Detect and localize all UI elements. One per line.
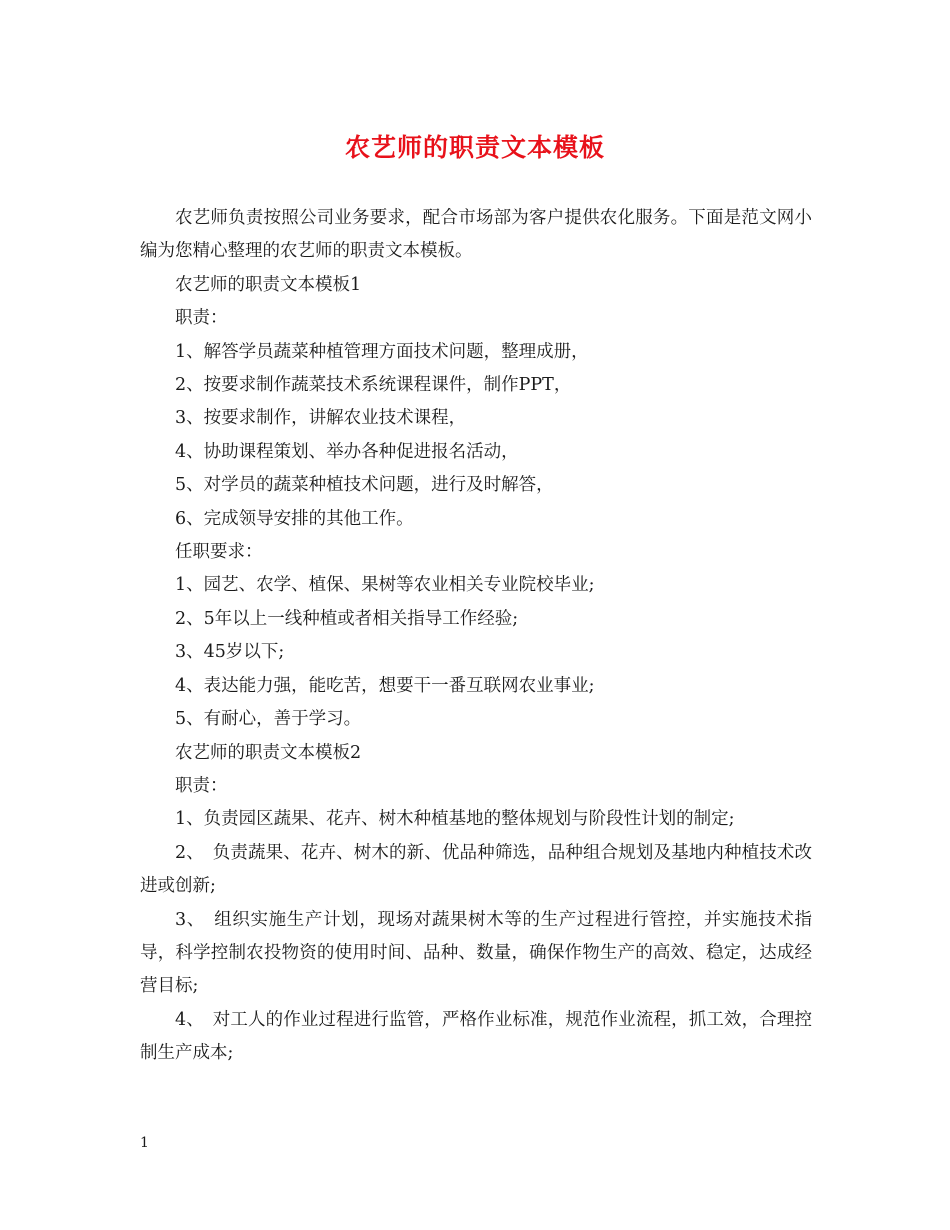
duty-item: 2、 负责蔬果、花卉、树木的新、优品种筛选，品种组合规划及基地内种植技术改进或创新;	[140, 842, 812, 897]
duty-item: 4、协助课程策划、举办各种促进报名活动，	[175, 441, 519, 462]
requirement-item: 2、5年以上一线种植或者相关指导工作经验;	[175, 608, 519, 629]
requirement-item: 1、园艺、农学、植保、果树等农业相关专业院校毕业;	[175, 575, 595, 596]
section-heading-template-2: 农艺师的职责文本模板2	[175, 742, 362, 763]
duty-item: 1、解答学员蔬菜种植管理方面技术问题，整理成册，	[175, 341, 589, 362]
page-number: 1	[140, 1135, 149, 1151]
duties-label: 职责：	[175, 775, 228, 796]
duty-item: 6、完成领导安排的其他工作。	[175, 508, 414, 529]
duty-item: 3、 组织实施生产计划，现场对蔬果树木等的生产过程进行管控，并实施技术指导，科学控制农投物资的使用时间、品种、数量，确保作物生产的高效、稳定，达成经营目标;	[140, 909, 812, 997]
intro-paragraph: 农艺师负责按照公司业务要求，配合市场部为客户提供农化服务。下面是范文网小编为您精心整理的农艺师的职责文本模板。	[140, 208, 812, 262]
duty-item: 4、 对工人的作业过程进行监管，严格作业标准，规范作业流程，抓工效，合理控制生产成本;	[140, 1009, 812, 1064]
document-body	[140, 202, 812, 1071]
duty-item: 1、负责园区蔬果、花卉、树木种植基地的整体规划与阶段性计划的制定;	[175, 809, 735, 830]
duty-item: 5、对学员的蔬菜种植技术问题，进行及时解答，	[175, 475, 554, 496]
section-heading-template-1: 农艺师的职责文本模板1	[175, 274, 362, 295]
document-title: 农艺师的职责文本模板	[344, 133, 605, 162]
duty-item: 2、按要求制作蔬菜技术系统课程课件，制作PPT，	[175, 375, 572, 396]
requirement-item: 4、表达能力强，能吃苦，想要干一番互联网农业事业;	[175, 675, 595, 696]
duties-label: 职责：	[175, 308, 228, 329]
requirement-item: 5、有耐心，善于学习。	[175, 709, 362, 730]
requirement-item: 3、45岁以下;	[175, 642, 285, 663]
duty-item: 3、按要求制作，讲解农业技术课程，	[175, 408, 467, 429]
requirements-label: 任职要求：	[175, 542, 263, 563]
